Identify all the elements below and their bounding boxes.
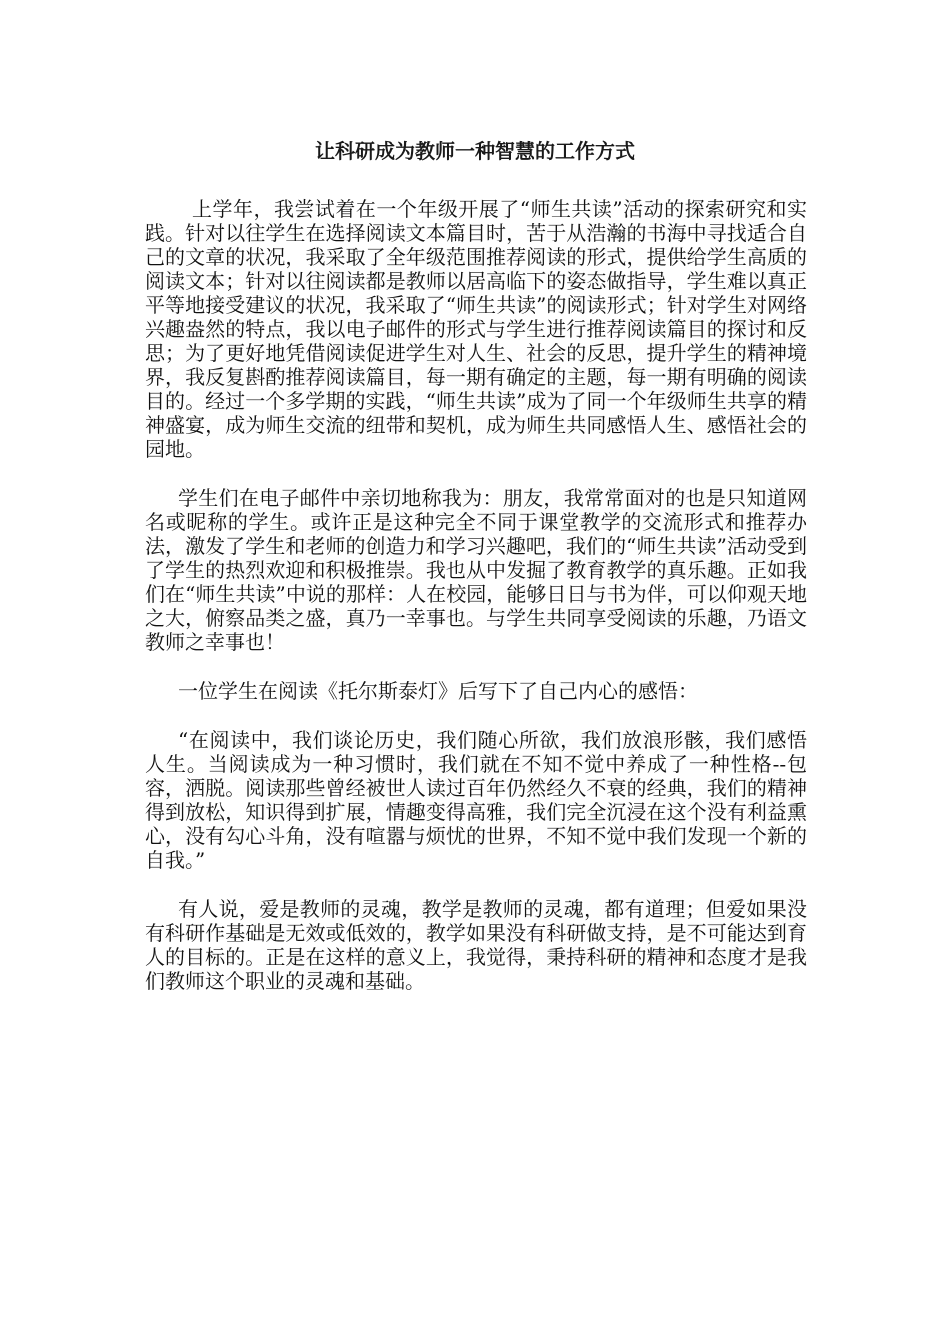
paragraph-5: 有人说，爱是教师的灵魂，教学是教师的灵魂，都有道理；但爱如果没有科研作基础是无效或低效的，教学如果没有科研做支持，是不可能达到育人的目标的。正是在这样的意义上，我觉得，秉持科研的精神和态度才是我们教师这个职业的灵魂和基础。	[145, 897, 807, 993]
paragraph-3: 一位学生在阅读《托尔斯泰灯》后写下了自己内心的感悟：	[178, 679, 698, 703]
paragraph-4-quote: “在阅读中，我们谈论历史，我们随心所欲，我们放浪形骸，我们感悟人生。当阅读成为一种习惯时，我们就在不知不觉中养成了一种性格--包容，洒脱。阅读那些曾经被世人读过百年仍然经久不衰的经典，我们的精神得到放松，知识得到扩展，情趣变得高雅，我们完全沉浸在这个没有利益熏心，没有勾心斗角，没有喧嚣与烦忧的世界，不知不觉中我们发现一个新的自我。”	[145, 728, 807, 872]
document-title: 让科研成为教师一种智慧的工作方式	[315, 139, 635, 163]
document-body	[145, 197, 807, 1018]
paragraph-1: 上学年，我尝试着在一个年级开展了“师生共读”活动的探索研究和实践。针对以往学生在选择阅读文本篇目时，苦于从浩瀚的书海中寻找适合自己的文章的状况，我采取了全年级范围推荐阅读的形式，提供给学生高质的阅读文本；针对以往阅读都是教师以居高临下的姿态做指导，学生难以真正平等地接受建议的状况，我采取了“师生共读”的阅读形式；针对学生对网络兴趣盎然的特点，我以电子邮件的形式与学生进行推荐阅读篇目的探讨和反思；为了更好地凭借阅读促进学生对人生、社会的反思，提升学生的精神境界，我反复斟酌推荐阅读篇目，每一期有确定的主题，每一期有明确的阅读目的。经过一个多学期的实践，“师生共读”成为了同一个年级师生共享的精神盛宴，成为师生交流的纽带和契机，成为师生共同感悟人生、感悟社会的园地。	[145, 197, 807, 461]
paragraph-2: 学生们在电子邮件中亲切地称我为：朋友，我常常面对的也是只知道网名或昵称的学生。或许正是这种完全不同于课堂教学的交流形式和推荐办法，激发了学生和老师的创造力和学习兴趣吧，我们的“师生共读”活动受到了学生的热烈欢迎和积极推崇。我也从中发掘了教育教学的真乐趣。正如我们在“师生共读”中说的那样：人在校园，能够日日与书为伴，可以仰观天地之大，俯察品类之盛，真乃一幸事也。与学生共同享受阅读的乐趣，乃语文教师之幸事也！	[145, 486, 807, 654]
